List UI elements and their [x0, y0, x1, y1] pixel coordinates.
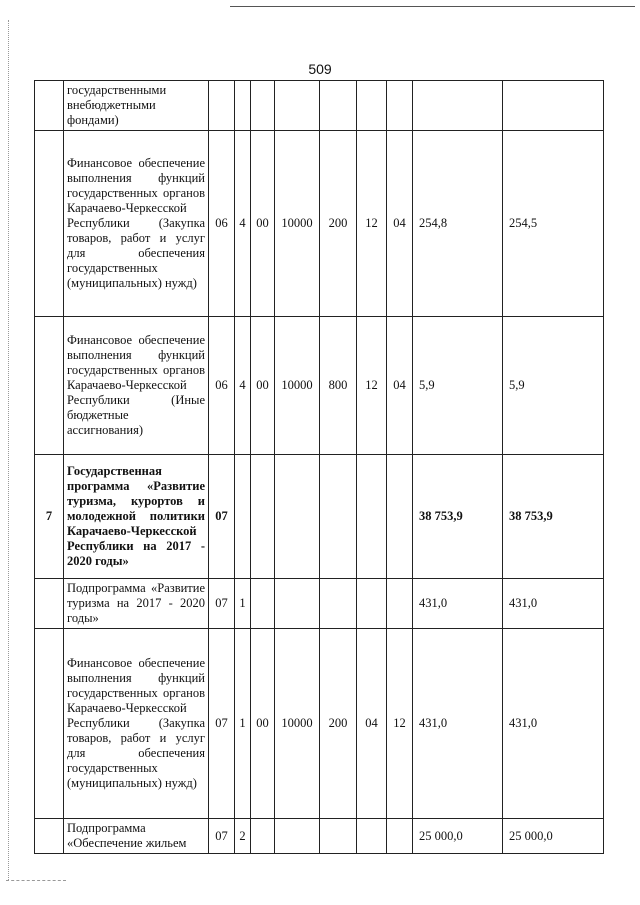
code-pr: 04: [387, 131, 413, 317]
code-subprogram: [251, 455, 275, 579]
table-row: [35, 81, 604, 131]
code-section: 07: [209, 629, 235, 819]
row-name: государственными внебюджетными фондами): [64, 81, 209, 131]
code-program: [235, 455, 251, 579]
row-number: [35, 317, 64, 455]
row-number: [35, 819, 64, 854]
row-name: Финансовое обеспечение выполнения функций государственных органов Карачаево-Черкесской Республики (Закупка товаров, работ и услуг для обеспечения государственных (муниципальных) нужд): [64, 131, 209, 317]
code-rz: [357, 455, 387, 579]
code-rz: [357, 81, 387, 131]
code-expense-type: [320, 819, 357, 854]
table-row: [35, 317, 604, 455]
code-section: 07: [209, 455, 235, 579]
code-pr: [387, 579, 413, 629]
code-pr: [387, 819, 413, 854]
table-row: [35, 819, 604, 854]
row-number: [35, 579, 64, 629]
sum-year-2: 431,0: [503, 629, 604, 819]
row-name: Финансовое обеспечение выполнения функций государственных органов Карачаево-Черкесской Республики (Иные бюджетные ассигнования): [64, 317, 209, 455]
table-row: [35, 629, 604, 819]
sum-year-2: 25 000,0: [503, 819, 604, 854]
code-target: 10000: [275, 131, 320, 317]
code-section: 07: [209, 819, 235, 854]
code-target: [275, 455, 320, 579]
code-pr: [387, 455, 413, 579]
code-rz: 12: [357, 317, 387, 455]
scan-border-top: [230, 6, 635, 7]
code-section: [209, 81, 235, 131]
code-subprogram: [251, 579, 275, 629]
table-row: [35, 579, 604, 629]
code-target: [275, 579, 320, 629]
code-subprogram: 00: [251, 131, 275, 317]
code-expense-type: [320, 455, 357, 579]
code-expense-type: [320, 81, 357, 131]
code-pr: 12: [387, 629, 413, 819]
code-target: 10000: [275, 629, 320, 819]
code-rz: 04: [357, 629, 387, 819]
sum-year-1: [413, 81, 503, 131]
code-section: 07: [209, 579, 235, 629]
row-number: [35, 131, 64, 317]
code-expense-type: 200: [320, 131, 357, 317]
code-program: 2: [235, 819, 251, 854]
scan-border-left: [8, 20, 9, 880]
sum-year-1: 431,0: [413, 579, 503, 629]
code-rz: 12: [357, 131, 387, 317]
sum-year-1: 254,8: [413, 131, 503, 317]
code-expense-type: [320, 579, 357, 629]
row-number: [35, 629, 64, 819]
table-row: [35, 131, 604, 317]
code-section: 06: [209, 317, 235, 455]
row-name: Подпрограмма «Развитие туризма на 2017 - 2020 годы»: [64, 579, 209, 629]
code-program: 1: [235, 579, 251, 629]
row-number: 7: [35, 455, 64, 579]
code-section: 06: [209, 131, 235, 317]
sum-year-2: [503, 81, 604, 131]
code-subprogram: 00: [251, 317, 275, 455]
code-expense-type: 800: [320, 317, 357, 455]
code-target: [275, 819, 320, 854]
sum-year-1: 38 753,9: [413, 455, 503, 579]
code-expense-type: 200: [320, 629, 357, 819]
code-program: 4: [235, 131, 251, 317]
row-name: Государственная программа «Развитие туризма, курортов и молодежной политики Карачаево-Черкесской Республики на 2017 - 2020 годы»: [64, 455, 209, 579]
code-rz: [357, 819, 387, 854]
code-subprogram: [251, 81, 275, 131]
sum-year-1: 25 000,0: [413, 819, 503, 854]
scan-mark-bottom: [6, 880, 66, 881]
sum-year-2: 254,5: [503, 131, 604, 317]
code-pr: 04: [387, 317, 413, 455]
code-subprogram: [251, 819, 275, 854]
sum-year-2: 431,0: [503, 579, 604, 629]
code-target: [275, 81, 320, 131]
code-rz: [357, 579, 387, 629]
code-program: 4: [235, 317, 251, 455]
code-program: 1: [235, 629, 251, 819]
sum-year-2: 5,9: [503, 317, 604, 455]
sum-year-1: 431,0: [413, 629, 503, 819]
table-row: [35, 455, 604, 579]
sum-year-1: 5,9: [413, 317, 503, 455]
row-name: Финансовое обеспечение выполнения функций государственных органов Карачаево-Черкесской Республики (Закупка товаров, работ и услуг для обеспечения государственных (муниципальных) нужд): [64, 629, 209, 819]
page-number: 509: [308, 61, 332, 77]
row-number: [35, 81, 64, 131]
budget-table: [34, 80, 604, 854]
code-pr: [387, 81, 413, 131]
row-name: Подпрограмма «Обеспечение жильем: [64, 819, 209, 854]
code-target: 10000: [275, 317, 320, 455]
code-program: [235, 81, 251, 131]
code-subprogram: 00: [251, 629, 275, 819]
sum-year-2: 38 753,9: [503, 455, 604, 579]
